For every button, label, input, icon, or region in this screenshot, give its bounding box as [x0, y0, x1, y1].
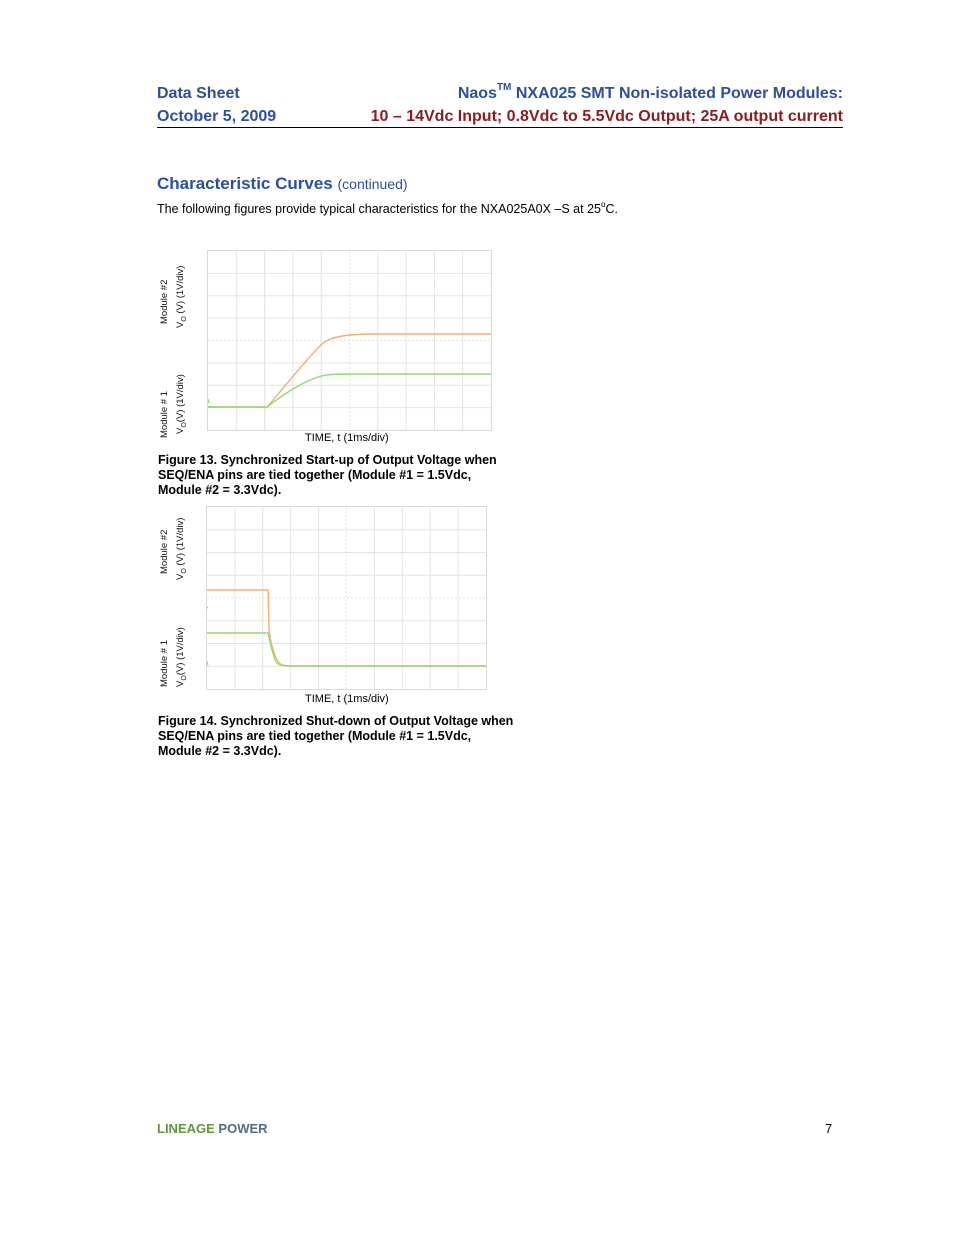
footer-brand-lineage: LINEAGE — [157, 1121, 215, 1136]
fig14-module2-axis — [175, 518, 188, 580]
axis-units: (V) (1V/div) — [175, 265, 186, 317]
axis-sub: O — [180, 316, 188, 322]
fig13-scope-plot — [207, 250, 492, 431]
footer-brand — [157, 1121, 268, 1136]
axis-units: (V) (1V/div) — [175, 517, 186, 569]
fig14-marker-module2 — [207, 607, 208, 608]
fig13-caption: Figure 13. Synchronized Start-up of Output Voltage when SEQ/ENA pins are tied together (Module #1 = 1.5Vdc, Module #2 = 3.3Vdc). — [158, 453, 497, 498]
fig13-xlabel: TIME, t (1ms/div) — [305, 432, 389, 444]
header-brand: Naos — [457, 85, 497, 102]
fig13-module1-axis — [175, 374, 188, 434]
header-product-title: NXA025 SMT Non-isolated Power Modules: — [511, 85, 843, 102]
fig14-module2-label: Module #2 — [159, 529, 170, 574]
fig13-marker-module1 — [208, 399, 209, 403]
section-title-text: Characteristic Curves — [157, 174, 333, 193]
header-product-line — [457, 81, 843, 103]
fig14-marker-module1 — [207, 659, 208, 665]
axis-v: V — [175, 573, 186, 580]
intro-text: The following figures provide typical characteristics for the NXA025A0X –S at 25 — [157, 202, 601, 216]
axis-sub: O — [180, 422, 188, 428]
page-number: 7 — [825, 1121, 833, 1136]
header-trademark: TM — [496, 81, 512, 93]
axis-v: V — [175, 427, 186, 434]
header-doc-type: Data Sheet — [157, 85, 240, 102]
fig14-xlabel: TIME, t (1ms/div) — [305, 693, 389, 705]
section-title — [157, 174, 408, 194]
section-continued: (continued) — [337, 176, 408, 192]
footer-brand-power: POWER — [218, 1121, 268, 1136]
fig13-waveform — [208, 251, 491, 430]
fig14-scope-plot — [206, 506, 487, 690]
axis-sub: O — [180, 675, 188, 681]
fig13-module2-label: Module #2 — [159, 279, 170, 324]
header-date: October 5, 2009 — [157, 108, 277, 125]
fig14-module1-axis — [175, 627, 188, 687]
header-rule — [157, 127, 843, 128]
intro-unit: C. — [605, 202, 618, 216]
fig14-caption: Figure 14. Synchronized Shut-down of Output Voltage when SEQ/ENA pins are tied together (Module #1 = 1.5Vdc, Module #2 = 3.3Vdc). — [158, 714, 514, 759]
axis-units: (V) (1V/div) — [175, 374, 186, 423]
fig14-module1-label: Module # 1 — [159, 639, 170, 687]
fig14-waveform — [207, 507, 486, 689]
axis-units: (V) (1V/div) — [175, 627, 186, 676]
axis-sub: O — [180, 568, 188, 574]
fig13-trace-module1 — [208, 374, 491, 407]
header-product-spec: 10 – 14Vdc Input; 0.8Vdc to 5.5Vdc Output; 25A output current — [370, 108, 843, 125]
section-intro — [157, 199, 618, 216]
intro-degree: o — [600, 199, 606, 209]
axis-v: V — [175, 680, 186, 687]
fig13-module2-axis — [175, 266, 188, 328]
fig14-trace-module1 — [207, 633, 486, 666]
axis-v: V — [175, 321, 186, 328]
fig13-module1-label: Module # 1 — [159, 390, 170, 438]
